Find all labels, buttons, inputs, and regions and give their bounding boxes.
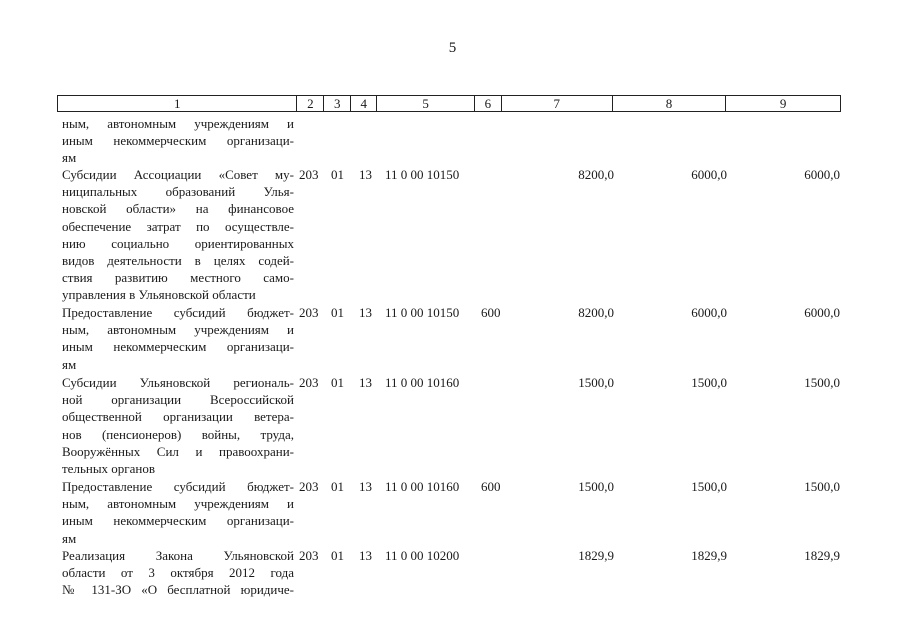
cell-target-article: 11 0 00 10150 (385, 167, 460, 182)
name-line: ям (62, 530, 77, 546)
name-line: Вооружённых Сил и правоохрани- (62, 443, 294, 459)
cell-subsection: 13 (359, 305, 372, 320)
cell-amount-3: 1500,0 (804, 375, 840, 390)
cell-amount-2: 6000,0 (691, 167, 727, 182)
cell-ministry: 203 (299, 479, 319, 494)
cell-amount-1: 8200,0 (578, 305, 614, 320)
cell-amount-2: 1829,9 (691, 548, 727, 563)
cell-subsection: 13 (359, 375, 372, 390)
name-line: общественной организации ветера- (62, 409, 294, 425)
name-line: области от 3 октября 2012 года (62, 565, 294, 581)
name-line: новской области» на финансовое (62, 201, 294, 217)
cell-amount-3: 1829,9 (804, 548, 840, 563)
header-col-6: 6 (475, 96, 502, 111)
name-line: ным, автономным учреждениям и (62, 116, 294, 131)
name-line: Предоставление субсидий бюджет- (62, 479, 294, 494)
cell-target-article: 11 0 00 10150 (385, 305, 460, 320)
cell-ministry: 203 (299, 375, 319, 390)
cell-ministry: 203 (299, 548, 319, 563)
header-col-1: 1 (58, 96, 297, 111)
name-line: иным некоммерческим организаци- (62, 339, 294, 355)
cell-amount-3: 6000,0 (804, 167, 840, 182)
row-name (62, 374, 294, 477)
name-line: ям (62, 356, 77, 372)
row-name (62, 547, 294, 599)
cell-amount-3: 6000,0 (804, 305, 840, 320)
cell-amount-1: 1500,0 (578, 375, 614, 390)
name-line: ным, автономным учреждениям и (62, 322, 294, 338)
cell-target-article: 11 0 00 10160 (385, 479, 460, 494)
name-line: ным, автономным учреждениям и (62, 496, 294, 512)
cell-amount-2: 1500,0 (691, 479, 727, 494)
name-line: Субсидии Ульяновской региональ- (62, 375, 294, 390)
cell-section: 01 (331, 479, 344, 494)
name-line: № 131-ЗО «О бесплатной юридиче- (62, 582, 294, 598)
name-line: Субсидии Ассоциации «Совет му- (62, 167, 294, 182)
cell-amount-1: 8200,0 (578, 167, 614, 182)
cell-section: 01 (331, 167, 344, 182)
header-col-8: 8 (613, 96, 727, 111)
cell-target-article: 11 0 00 10160 (385, 375, 460, 390)
cell-section: 01 (331, 375, 344, 390)
page-number: 5 (448, 40, 457, 56)
name-line: ной организации Всероссийской (62, 392, 294, 408)
cell-ministry: 203 (299, 305, 319, 320)
cell-section: 01 (331, 548, 344, 563)
row-name (62, 304, 294, 373)
cell-expense-type: 600 (481, 305, 501, 320)
cell-amount-1: 1500,0 (578, 479, 614, 494)
cell-target-article: 11 0 00 10200 (385, 548, 460, 563)
header-col-2: 2 (297, 96, 324, 111)
name-line: Предоставление субсидий бюджет- (62, 305, 294, 320)
cell-expense-type: 600 (481, 479, 501, 494)
name-line: Реализация Закона Ульяновской (62, 548, 294, 563)
header-col-7: 7 (502, 96, 613, 111)
name-line: ниципальных образований Улья- (62, 184, 294, 200)
cell-subsection: 13 (359, 548, 372, 563)
cell-subsection: 13 (359, 479, 372, 494)
name-line: ствия развитию местного само- (62, 270, 294, 286)
name-line: видов деятельности в целях содей- (62, 253, 294, 269)
table-header (57, 95, 841, 112)
cell-amount-3: 1500,0 (804, 479, 840, 494)
row-name (62, 478, 294, 547)
cell-amount-2: 1500,0 (691, 375, 727, 390)
name-line: нов (пенсионеров) войны, труда, (62, 426, 294, 442)
cell-ministry: 203 (299, 167, 319, 182)
name-line: иным некоммерческим организаци- (62, 133, 294, 149)
header-col-3: 3 (324, 96, 351, 111)
row-name (62, 115, 294, 167)
header-col-9: 9 (779, 96, 787, 111)
name-line: иным некоммерческим организаци- (62, 513, 294, 529)
cell-amount-2: 6000,0 (691, 305, 727, 320)
cell-section: 01 (331, 305, 344, 320)
name-line: тельных органов (62, 461, 156, 477)
name-line: управления в Ульяновской области (62, 287, 256, 303)
header-col-5: 5 (377, 96, 475, 111)
name-line: нию социально ориентированных (62, 235, 294, 251)
header-col-4: 4 (351, 96, 377, 111)
name-line: ям (62, 150, 77, 166)
cell-subsection: 13 (359, 167, 372, 182)
cell-amount-1: 1829,9 (578, 548, 614, 563)
name-line: обеспечение затрат по осуществле- (62, 218, 294, 234)
row-name (62, 166, 294, 304)
